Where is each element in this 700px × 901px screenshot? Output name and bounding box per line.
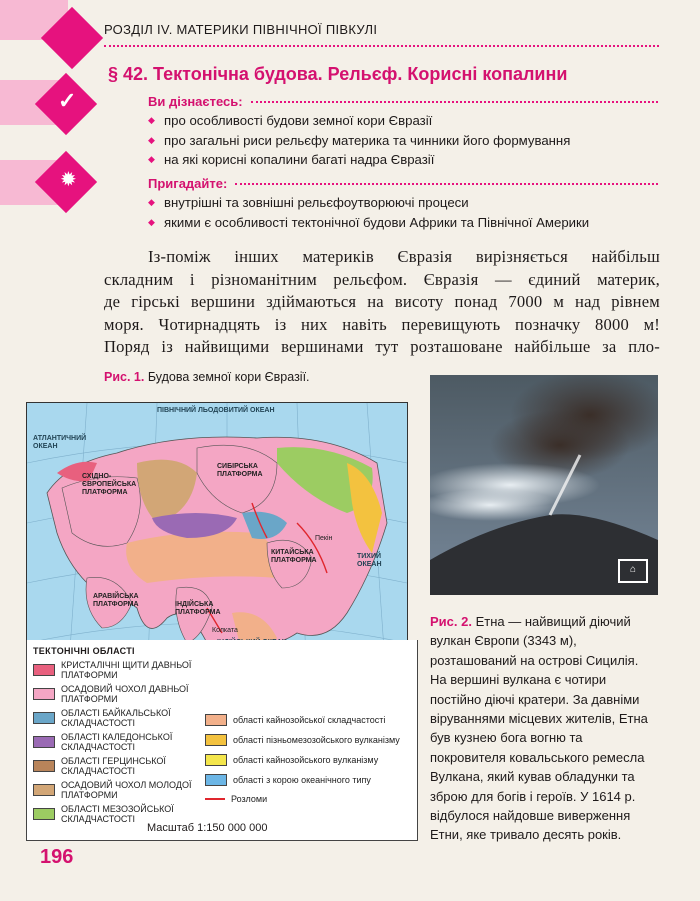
fig1-label: Рис. 1. — [104, 370, 145, 384]
recall-heading: Пригадайте: — [148, 176, 228, 191]
checkmark-icon: ✓ — [58, 88, 77, 113]
legend-item: області кайнозойського вулканізму — [205, 754, 411, 766]
map-label-siberian-platform: СИБІРСЬКА ПЛАТФОРМА — [217, 463, 263, 478]
legend-item: ОСАДОВИЙ ЧОХОЛ ДАВНЬОЇ ПЛАТФОРМИ — [33, 684, 205, 704]
section-header: РОЗДІЛ IV. МАТЕРИКИ ПІВНІЧНОЇ ПІВКУЛІ — [104, 22, 378, 37]
legend-fault-line — [205, 798, 225, 800]
legend-item: ОБЛАСТІ БАЙКАЛЬСЬКОЇ СКЛАДЧАСТОСТІ — [33, 708, 205, 728]
unesco-logo-icon: ⌂ — [618, 559, 648, 583]
fig1-caption-text: Будова земної кори Євразії. — [147, 370, 310, 384]
fig2-caption — [430, 612, 652, 845]
learn-heading: Ви дізнаєтесь: — [148, 94, 243, 109]
legend-item: Розломи — [205, 794, 411, 804]
legend-left-column — [33, 660, 205, 828]
page-title: § 42. Тектонічна будова. Рельєф. Корисні копалини — [108, 64, 568, 84]
lightbulb-icon: ✹ — [60, 169, 77, 191]
learn-list — [148, 111, 658, 170]
legend-swatch — [33, 760, 55, 772]
legend-swatch — [33, 664, 55, 676]
legend-swatch — [33, 688, 55, 700]
list-item: ◆ про загальні риси рельєфу материка та чинники його формування — [148, 131, 658, 151]
paragraph-line: моря. Чотирнадцять із них навіть перевищують позначку 8000 м! — [104, 314, 660, 334]
legend-swatch — [205, 714, 227, 726]
map-scale: Масштаб 1:150 000 000 — [147, 822, 268, 834]
list-item: ◆ про особливості будови земної кори Євразії — [148, 111, 658, 131]
legend-item: ОСАДОВИЙ ЧОХОЛ МОЛОДОЇ ПЛАТФОРМИ — [33, 780, 205, 800]
legend-swatch — [33, 784, 55, 796]
etna-photo — [430, 375, 658, 595]
paragraph-line: Поряд із найвищими вершинами тут розташоване найбільше за пло- — [104, 337, 660, 357]
intro-paragraph — [104, 246, 660, 359]
map-legend — [26, 640, 418, 841]
legend-item: ОБЛАСТІ ГЕРЦИНСЬКОЇ СКЛАДЧАСТОСТІ — [33, 756, 205, 776]
paragraph-line: складним і різноманітним рельєфом. Євразія — єдиний материк, — [104, 269, 660, 289]
map-label-atlantic-ocean: АТЛАНТИЧНИЙ ОКЕАН — [33, 435, 87, 450]
list-item: ◆ на які корисні копалини багаті надра Євразії — [148, 150, 658, 170]
legend-item: ОБЛАСТІ МЕЗОЗОЙСЬКОЇ СКЛАДЧАСТОСТІ — [33, 804, 205, 824]
legend-item: ОБЛАСТІ КАЛЕДОНСЬКОЇ СКЛАДЧАСТОСТІ — [33, 732, 205, 752]
legend-item: області пізньомезозойського вулканізму — [205, 734, 411, 746]
legend-item: КРИСТАЛІЧНІ ЩИТИ ДАВНЬОЇ ПЛАТФОРМИ — [33, 660, 205, 680]
map-label-arctic-ocean: ПІВНІЧНИЙ ЛЬОДОВИТИЙ ОКЕАН — [157, 407, 275, 414]
paragraph-line: де гірські вершини здіймаються на висоту понад 7000 м над рівнем — [104, 292, 660, 312]
legend-title: ТЕКТОНІЧНІ ОБЛАСТІ — [33, 646, 135, 656]
paragraph-line: Із-поміж інших материків Євразія вирізняється найбільш — [148, 247, 660, 266]
map-label-kolkata: Колката — [212, 627, 238, 634]
map-label-indian-platform: ІНДІЙСЬКА ПЛАТФОРМА — [175, 601, 221, 616]
map-label-beijing: Пекін — [315, 535, 333, 542]
map-label-east-europe-platform: СХІДНО-ЄВРОПЕЙСЬКА ПЛАТФОРМА — [82, 473, 137, 496]
header-divider — [104, 45, 659, 47]
fig2-label: Рис. 2. — [430, 614, 472, 629]
map-label-chinese-platform: КИТАЙСЬКА ПЛАТФОРМА — [271, 549, 317, 564]
list-item: ◆ внутрішні та зовнішні рельєфоутворюючі процеси — [148, 193, 658, 213]
alpine-himalayan-belt — [126, 532, 279, 583]
legend-swatch — [205, 774, 227, 786]
map-label-arabian-platform: АРАВІЙСЬКА ПЛАТФОРМА — [93, 593, 139, 608]
recall-box — [148, 176, 658, 232]
legend-swatch — [33, 736, 55, 748]
fig2-caption-text: Етна — найвищий діючий вулкан Європи (3343 м), розташований на острові Сицилія. На вершині вулкана є чотири постійно діючі кратери. За давніми віруваннями місцевих жителів, Етна був кузнею бога вогню та покровителя ковальського ремесла Вулкана, який кував обладунки та зброю для богів і героїв. У 1614 р. відбулося найдовше виверження Етни, яке тривало десять років. — [430, 614, 648, 843]
list-item: ◆ якими є особливості тектонічної будови Африки та Північної Америки — [148, 213, 658, 233]
legend-swatch — [33, 808, 55, 820]
legend-swatch — [33, 712, 55, 724]
recall-list — [148, 193, 658, 232]
legend-swatch — [205, 734, 227, 746]
learn-box — [148, 94, 658, 170]
fig1-caption — [104, 370, 310, 384]
legend-item: області кайнозойської складчастості — [205, 714, 411, 726]
legend-item: області з корою океанічного типу — [205, 774, 411, 786]
legend-swatch — [205, 754, 227, 766]
legend-right-column — [205, 714, 411, 808]
map-label-pacific-ocean: ТИХИЙ ОКЕАН — [357, 553, 382, 568]
page-number: 196 — [40, 846, 74, 868]
